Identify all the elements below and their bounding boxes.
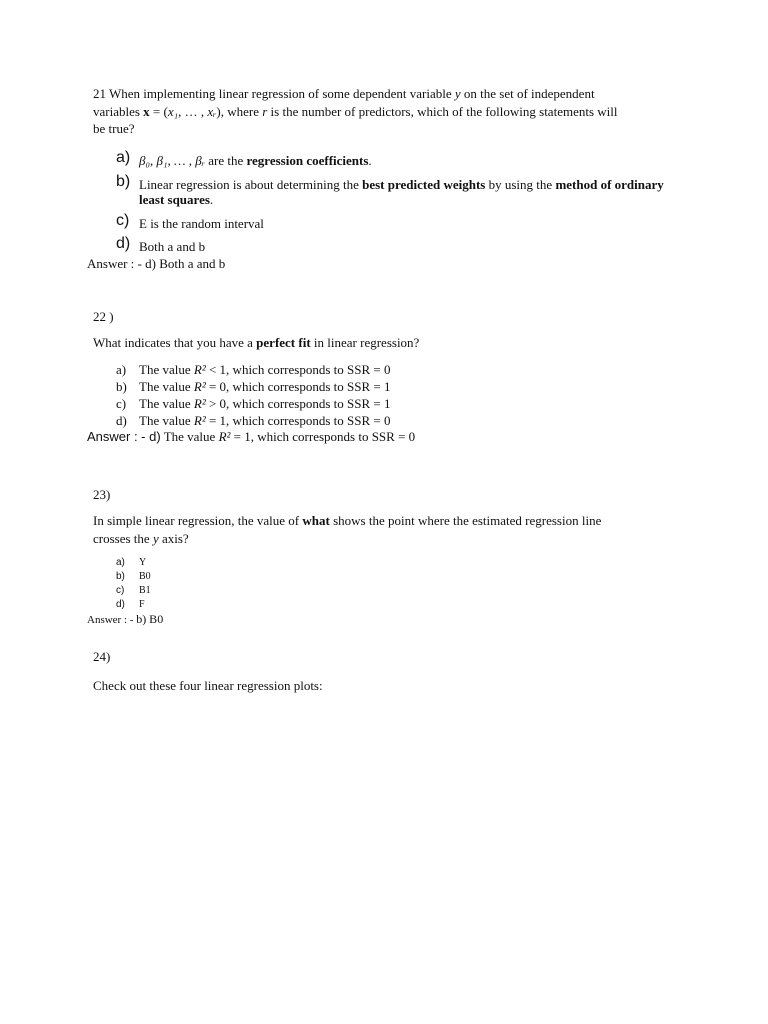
q23-option-b-letter: b) [116, 571, 125, 582]
q21-option-d: Both a and b [139, 239, 206, 254]
q23-number: 23) [93, 487, 111, 502]
q21-option-b-letter: b) [116, 173, 131, 190]
q23-option-d: F [139, 599, 145, 610]
q23-option-b: B0 [139, 571, 151, 582]
q21-question [93, 85, 683, 138]
q21-line3: be true? [93, 121, 135, 136]
q24-number: 24) [93, 649, 111, 664]
q21-option-d-letter: d) [116, 235, 131, 252]
q21-option-a-letter: a) [116, 149, 131, 166]
q23-option-c: B1 [139, 585, 151, 596]
q22-question: What indicates that you have a perfect fit in linear regression? [93, 335, 420, 350]
q22-answer: Answer : - d) The value R² = 1, which corresponds to SSR = 0 [87, 429, 416, 444]
q22-option-d: The value R² = 1, which corresponds to SSR = 0 [139, 413, 391, 428]
q21-option-c-letter: c) [116, 212, 130, 229]
q22-option-c: The value R² > 0, which corresponds to SSR = 1 [139, 396, 391, 411]
q21-answer: Answer : - d) Both a and b [87, 256, 226, 271]
q21-option-a: β₀, β₁, … , βᵣ are the regression coefficients. [139, 153, 372, 168]
q21-option-c: E is the random interval [139, 216, 264, 231]
q23-line2: crosses the y axis? [93, 530, 189, 546]
q21-line1: 21 When implementing linear regression of some dependent variable y on the set of independent [93, 86, 595, 101]
q23-option-c-letter: c) [116, 585, 125, 596]
q22-option-c-letter: c) [116, 396, 127, 411]
q22-option-a-letter: a) [116, 362, 127, 377]
q22-option-d-letter: d) [116, 413, 127, 428]
q23-option-a-letter: a) [116, 557, 125, 568]
q23-question [93, 512, 683, 547]
q23-option-d-letter: d) [116, 599, 125, 610]
q22-option-a: The value R² < 1, which corresponds to SSR = 0 [139, 362, 391, 377]
q21-line2: variables x = (x₁, … , xᵣ), where r is the number of predictors, which of the following statements will [93, 103, 618, 119]
q24-text: Check out these four linear regression plots: [93, 678, 323, 693]
q23-answer: Answer : - b) B0 [87, 612, 164, 626]
q22-option-b-letter: b) [116, 379, 127, 394]
q21-option-b: Linear regression is about determining the best predicted weights by using the method of ordinary least squares. [139, 177, 664, 207]
q23-option-a: Y [139, 557, 147, 568]
q22-option-b: The value R² = 0, which corresponds to SSR = 1 [139, 379, 391, 394]
q22-number: 22 ) [93, 309, 114, 324]
q23-line1: In simple linear regression, the value of what shows the point where the estimated regression line [93, 513, 602, 528]
